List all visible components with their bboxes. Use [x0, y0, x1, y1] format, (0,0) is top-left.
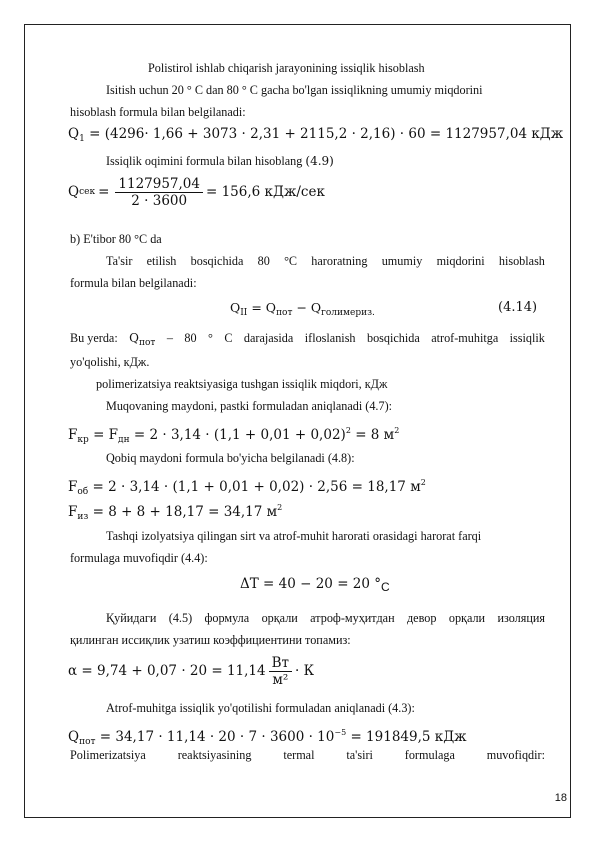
- paragraph-temp-diff: Tashqi izolyatsiya qilingan sirt va atrof-muhit harorati orasidagi harorat farqi: [106, 529, 482, 543]
- equation-qpot: $Q_{пот} = 34,17 \cdot 11,14 \cdot 20 \cdot 7 \cdot 3600 \cdot 10^{-5} = 191849,5$ кДж: [68, 728, 467, 747]
- paragraph-cyrillic: Қуйидаги (4.5) формула орқали атроф-муҳитдан девор орқали изоляция: [106, 611, 545, 625]
- equation-ref: (4.9): [305, 154, 334, 168]
- equation-qsek: Q сек = $\frac{1127957,04}{2 \cdot 3600}$ = 156,6 кДж/сек: [68, 176, 325, 209]
- paragraph-temp-diff-cont: formulaga muvofiqdir (4.4):: [70, 551, 208, 565]
- paragraph-intro: Isitish uchun 20 ° C dan 80 ° C gacha bo'lgan issiqlikning umumiy miqdorini: [106, 83, 483, 97]
- equation-q1: $Q_1 = (4296\cdot 1,66 + 3073 \cdot 2,31 + 2115,2 \cdot 2,16) \cdot 60 = 1127957,04$ кДж: [68, 126, 564, 144]
- equation-fkr: $F_{кр} = F_{дн} = 2 \cdot 3,14 \cdot (1,1 + 0,01 + 0,02)^2 = 8$ $м^2$: [68, 426, 400, 445]
- paragraph-shell-area: Qobiq maydoni formula bo'yicha belgilanadi (4.8):: [106, 451, 355, 465]
- equation-fob: $F_{об} = 2 \cdot 3,14 \cdot (1,1 + 0,01 + 0,02) \cdot 2,56 = 18,17$ $м^2$: [68, 478, 426, 497]
- equation-alpha: α = 9,74 + 0,07 · 20 = 11,14 $\frac{Вт}{\text{м²}}$ · К: [68, 655, 315, 688]
- equation-qii: $Q_{II} = Q_{пот} - Q_{голимериз.}$: [230, 300, 375, 318]
- subsection-b: b) E'tibor 80 °C da: [70, 232, 162, 246]
- paragraph-where: Bu yerda: $Q_{пот}$ – 80 ° C darajasida ifloslanish bosqichida atrof-muhitga issiqlik: [70, 331, 545, 348]
- paragraph-thermal-effect: Polimerizatsiya reaktsiyasining termal ta'siri formulaga muvofiqdir:: [70, 748, 545, 762]
- fraction: $\frac{1127957,04}{2 \cdot 3600}$: [115, 176, 203, 209]
- equation-delta-t: ΔT = 40 − 20 = 20 °C: [240, 576, 390, 594]
- paragraph-cover-area: Muqovaning maydoni, pastki formuladan aniqlanadi (4.7):: [106, 399, 393, 413]
- paragraph-where-cont: yo'qolishi, кДж.: [70, 355, 150, 369]
- fraction: $\frac{Вт}{\text{м²}}$: [269, 655, 292, 688]
- paragraph-stage-heat: Ta'sir etilish bosqichida 80 °C haroratning umumiy miqdorini hisoblash: [106, 254, 545, 268]
- paragraph-heat-flow: Issiqlik oqimini formula bilan hisoblang (4.9): [106, 154, 334, 168]
- paragraph-intro-cont: hisoblash formula bilan belgilanadi:: [70, 105, 246, 119]
- section-title: Polistirol ishlab chiqarish jarayonining issiqlik hisoblash: [148, 61, 425, 75]
- paragraph-heat-loss: Atrof-muhitga issiqlik yo'qotilishi formuladan aniqlanadi (4.3):: [106, 701, 415, 715]
- equation-number: (4.14): [498, 300, 538, 315]
- paragraph-stage-heat-cont: formula bilan belgilanadi:: [70, 276, 197, 290]
- page-number: 18: [554, 792, 567, 804]
- paragraph-polymer-heat: polimerizatsiya reaktsiyasiga tushgan issiqlik miqdori, кДж: [96, 377, 388, 391]
- paragraph-cyrillic-cont: қилинган иссиқлик узатиш коэффициентини топамиз:: [70, 633, 351, 647]
- equation-fiz: $F_{из} = 8 + 8 + 18,17 = 34,17$ $м^2$: [68, 503, 283, 522]
